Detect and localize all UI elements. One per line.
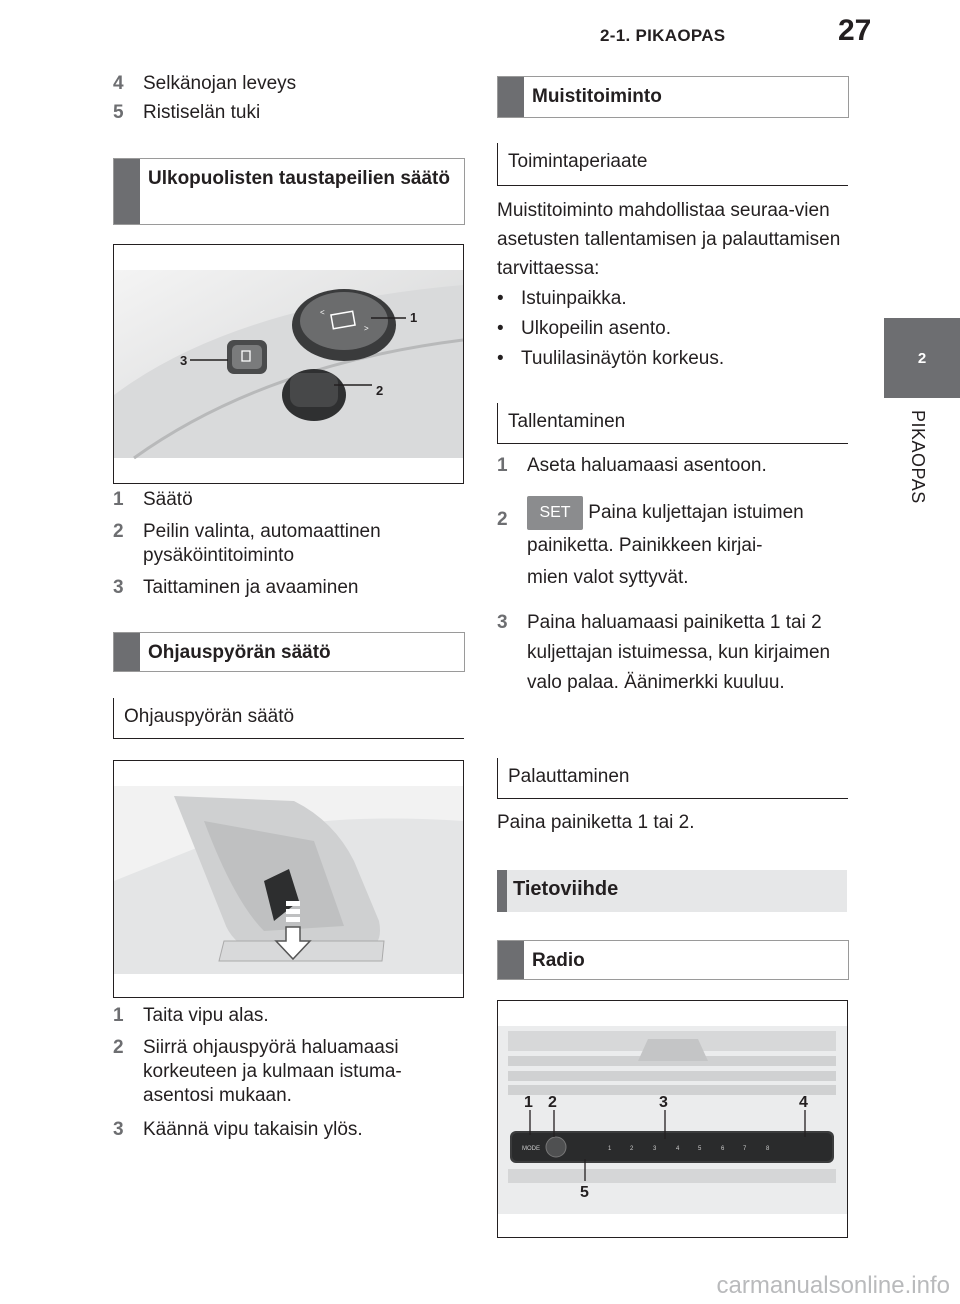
set-button-icon: SET (527, 496, 583, 530)
restore-subheading: Palauttaminen (497, 758, 848, 799)
radio-button-label: 8 (766, 1146, 770, 1152)
mirror-callout: 2 (376, 383, 384, 398)
mirror-section-heading: Ulkopuolisten taustapeilien säätö (113, 158, 465, 225)
radio-callout: 5 (580, 1184, 589, 1201)
chapter-label: PIKAOPAS (908, 410, 928, 504)
steering-lever-illustration (114, 761, 463, 997)
steering-subheading: Ohjauspyörän säätö (113, 698, 464, 739)
steering-lever-figure (113, 760, 464, 998)
bullet-item: • Istuinpaikka. (497, 288, 627, 309)
watermark: carmanualsonline.info (716, 1272, 950, 1299)
radio-section-heading: Radio (497, 940, 849, 980)
infotainment-section-heading: Tietoviihde (497, 870, 847, 912)
radio-callout: 2 (548, 1094, 557, 1111)
radio-button-label: 6 (721, 1146, 725, 1152)
memory-bullets (497, 284, 847, 374)
list-item: 2 SET Paina kuljettajan istuimen painiketta. Painikkeen kirjai- mien valot syttyvät. (497, 496, 847, 596)
radio-button-label: 3 (653, 1146, 657, 1152)
radio-button-label: 2 (630, 1146, 634, 1152)
radio-button-label: MODE (522, 1146, 540, 1152)
radio-callout: 1 (524, 1094, 533, 1111)
radio-button-label: 7 (743, 1146, 747, 1152)
radio-callout: 4 (799, 1094, 808, 1111)
principle-text: Muistitoiminto mahdollistaa seuraa-vien asetusten tallentamisen ja palauttamisen tarvittaessa: (497, 200, 841, 279)
bullet-item: • Tuulilasinäytön korkeus. (497, 348, 725, 369)
list-item: 2 Siirrä ohjauspyörä haluamaasi korkeuteen ja kulmaan istuma-asentosi mukaan. (113, 1037, 402, 1106)
principle-subheading: Toimintaperiaate (497, 143, 848, 186)
radio-panel-illustration (498, 1001, 847, 1237)
radio-button-label: 4 (676, 1146, 680, 1152)
list-item: 3 Paina haluamaasi painiketta 1 tai 2 kuljettajan istuimessa, kun kirjaimen valo palaa. Äänimerkki kuuluu. (497, 612, 831, 693)
radio-callout: 3 (659, 1094, 668, 1111)
mirror-control-figure (113, 244, 464, 484)
mirror-callout: 1 (410, 310, 418, 325)
store-subheading: Tallentaminen (497, 403, 848, 444)
memory-section-heading: Muistitoiminto (497, 76, 849, 118)
mirror-callout: 3 (180, 353, 188, 368)
svg-text:>: > (364, 324, 369, 333)
radio-button-label: 5 (698, 1146, 702, 1152)
chapter-tab[interactable]: 2 (884, 318, 960, 398)
restore-text: Paina painiketta 1 tai 2. (497, 812, 695, 833)
radio-panel-figure (497, 1000, 848, 1238)
bullet-item: • Ulkopeilin asento. (497, 318, 671, 339)
svg-text:<: < (320, 308, 325, 317)
radio-button-label: 1 (608, 1146, 612, 1152)
steering-section-heading: Ohjauspyörän säätö (113, 632, 465, 672)
list-item: 2 Peilin valinta, automaattinen pysäköintitoiminto (113, 521, 381, 566)
section-title: 2-1. PIKAOPAS (600, 26, 726, 45)
mirror-control-illustration (114, 245, 463, 483)
page-number: 27 (838, 14, 872, 47)
